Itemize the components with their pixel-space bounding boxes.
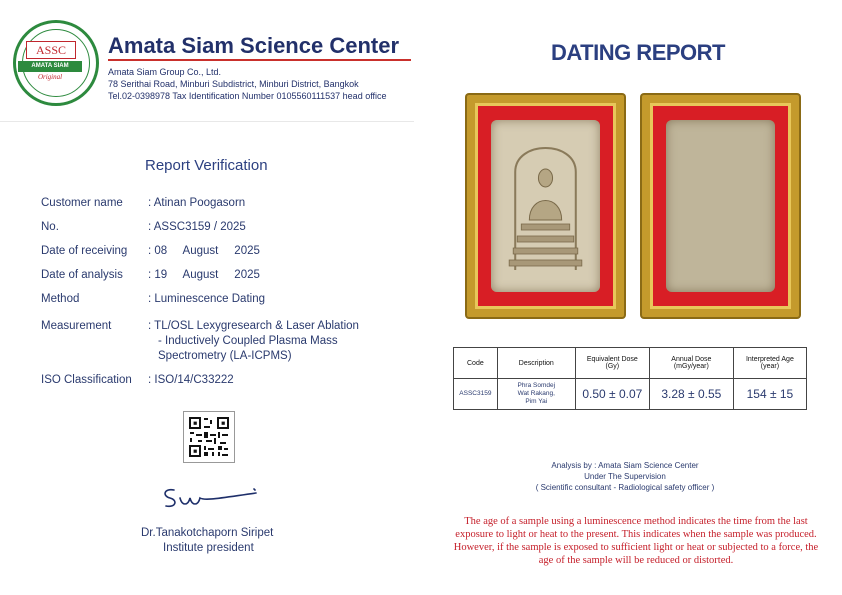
- amulet-back-photo: [666, 120, 775, 292]
- measurement-value-line3: Spectrometry (LA-ICPMS): [158, 350, 292, 362]
- method-label: Method: [41, 293, 80, 305]
- company-logo-seal: [13, 20, 99, 106]
- header-interpreted-age-unit: (year): [760, 363, 780, 370]
- header-equivalent-dose-text: Equivalent Dose: [586, 356, 638, 363]
- table-row: [454, 379, 807, 410]
- analysis-by: Analysis by : Amata Siam Science Center: [551, 461, 699, 470]
- analysis-consultant: ( Scientific consultant - Radiological safety officer ): [535, 483, 715, 492]
- header-description: [497, 348, 575, 379]
- company-name: Amata Siam Science Center: [108, 33, 400, 58]
- header-interpreted-age: [733, 348, 806, 379]
- seal-assc-text: ASSC: [26, 41, 76, 59]
- measurement-value-line2: - Inductively Coupled Plasma Mass: [158, 335, 338, 347]
- header-equivalent-dose-unit: (Gy): [605, 363, 620, 370]
- customer-name-label: Customer name: [41, 197, 123, 209]
- cell-description: [497, 379, 575, 410]
- date-receiving-value: : 08 August 2025: [148, 245, 260, 257]
- report-no-label: No.: [41, 221, 59, 233]
- header-annual-dose-text: Annual Dose: [671, 356, 712, 363]
- method-value: : Luminescence Dating: [148, 293, 265, 305]
- customer-name-value: : Atinan Poogasorn: [148, 197, 246, 209]
- header-description-text: Description: [518, 359, 554, 367]
- company-contact: Tel.02-0398978 Tax Identification Number 0105560111537 head office: [108, 91, 387, 101]
- verification-title: Report Verification: [145, 157, 268, 174]
- iso-label: ISO Classification: [41, 374, 132, 386]
- date-analysis-value: : 19 August 2025: [148, 269, 260, 281]
- seal-original-text: Original: [37, 73, 63, 81]
- dating-results-table: [453, 347, 807, 410]
- cell-description-line3: Pim Yai: [525, 398, 548, 405]
- company-address: 78 Serithai Road, Minburi Subdistrict, Minburi District, Bangkok: [108, 79, 359, 89]
- header-code-text: Code: [467, 359, 484, 367]
- date-analysis-label: Date of analysis: [41, 269, 123, 281]
- signature-scribble: [160, 484, 260, 514]
- qr-code-pattern: [184, 412, 234, 462]
- signer-name: Dr.Tanakotchaporn Siripet: [141, 527, 274, 539]
- cell-code: ASSC3159: [454, 379, 498, 410]
- header-interpreted-age-text: Interpreted Age: [745, 356, 794, 363]
- table-header-row: [454, 348, 807, 379]
- luminescence-notice: The age of a sample using a luminescence method indicates the time from the last exposure to light or heat to the present. This indicates when the sample was produced. However, if the sample is exposed to sufficient light or heat or subjected to a force, the age of the sample will be reduced or distorted.: [453, 516, 819, 566]
- analysis-supervision: Under The Supervision: [584, 472, 666, 481]
- iso-value: : ISO/14/C33222: [148, 374, 234, 386]
- date-receiving-label: Date of receiving: [41, 245, 128, 257]
- company-name-underline: [108, 59, 411, 61]
- amulet-front-relief: [491, 120, 600, 292]
- amulet-back-photo-frame: [642, 95, 799, 317]
- header-annual-dose: [649, 348, 733, 379]
- report-no-value: : ASSC3159 / 2025: [148, 221, 246, 233]
- cell-annual-dose: 3.28 ± 0.55: [649, 379, 733, 410]
- header-annual-dose-unit: (mGy/year): [673, 363, 709, 370]
- measurement-label: Measurement: [41, 320, 112, 332]
- cell-equivalent-dose: 0.50 ± 0.07: [575, 379, 649, 410]
- cell-description-line2: Wat Rakang,: [517, 390, 555, 397]
- cell-description-line1: Phra Somdej: [517, 382, 556, 389]
- amulet-front-photo-frame: [467, 95, 624, 317]
- cell-interpreted-age: 154 ± 15: [733, 379, 806, 410]
- company-group: Amata Siam Group Co., Ltd.: [108, 67, 222, 77]
- header-equivalent-dose: [575, 348, 649, 379]
- amulet-front-photo: [491, 120, 600, 292]
- signer-title: Institute president: [163, 542, 254, 554]
- measurement-value-line1: : TL/OSL Lexygresearch & Laser Ablation: [148, 320, 359, 332]
- header-divider: [0, 121, 414, 122]
- header-code: [454, 348, 498, 379]
- qr-code[interactable]: [183, 411, 235, 463]
- report-title: DATING REPORT: [551, 40, 725, 65]
- seal-band-text: AMATA SIAM: [18, 61, 82, 72]
